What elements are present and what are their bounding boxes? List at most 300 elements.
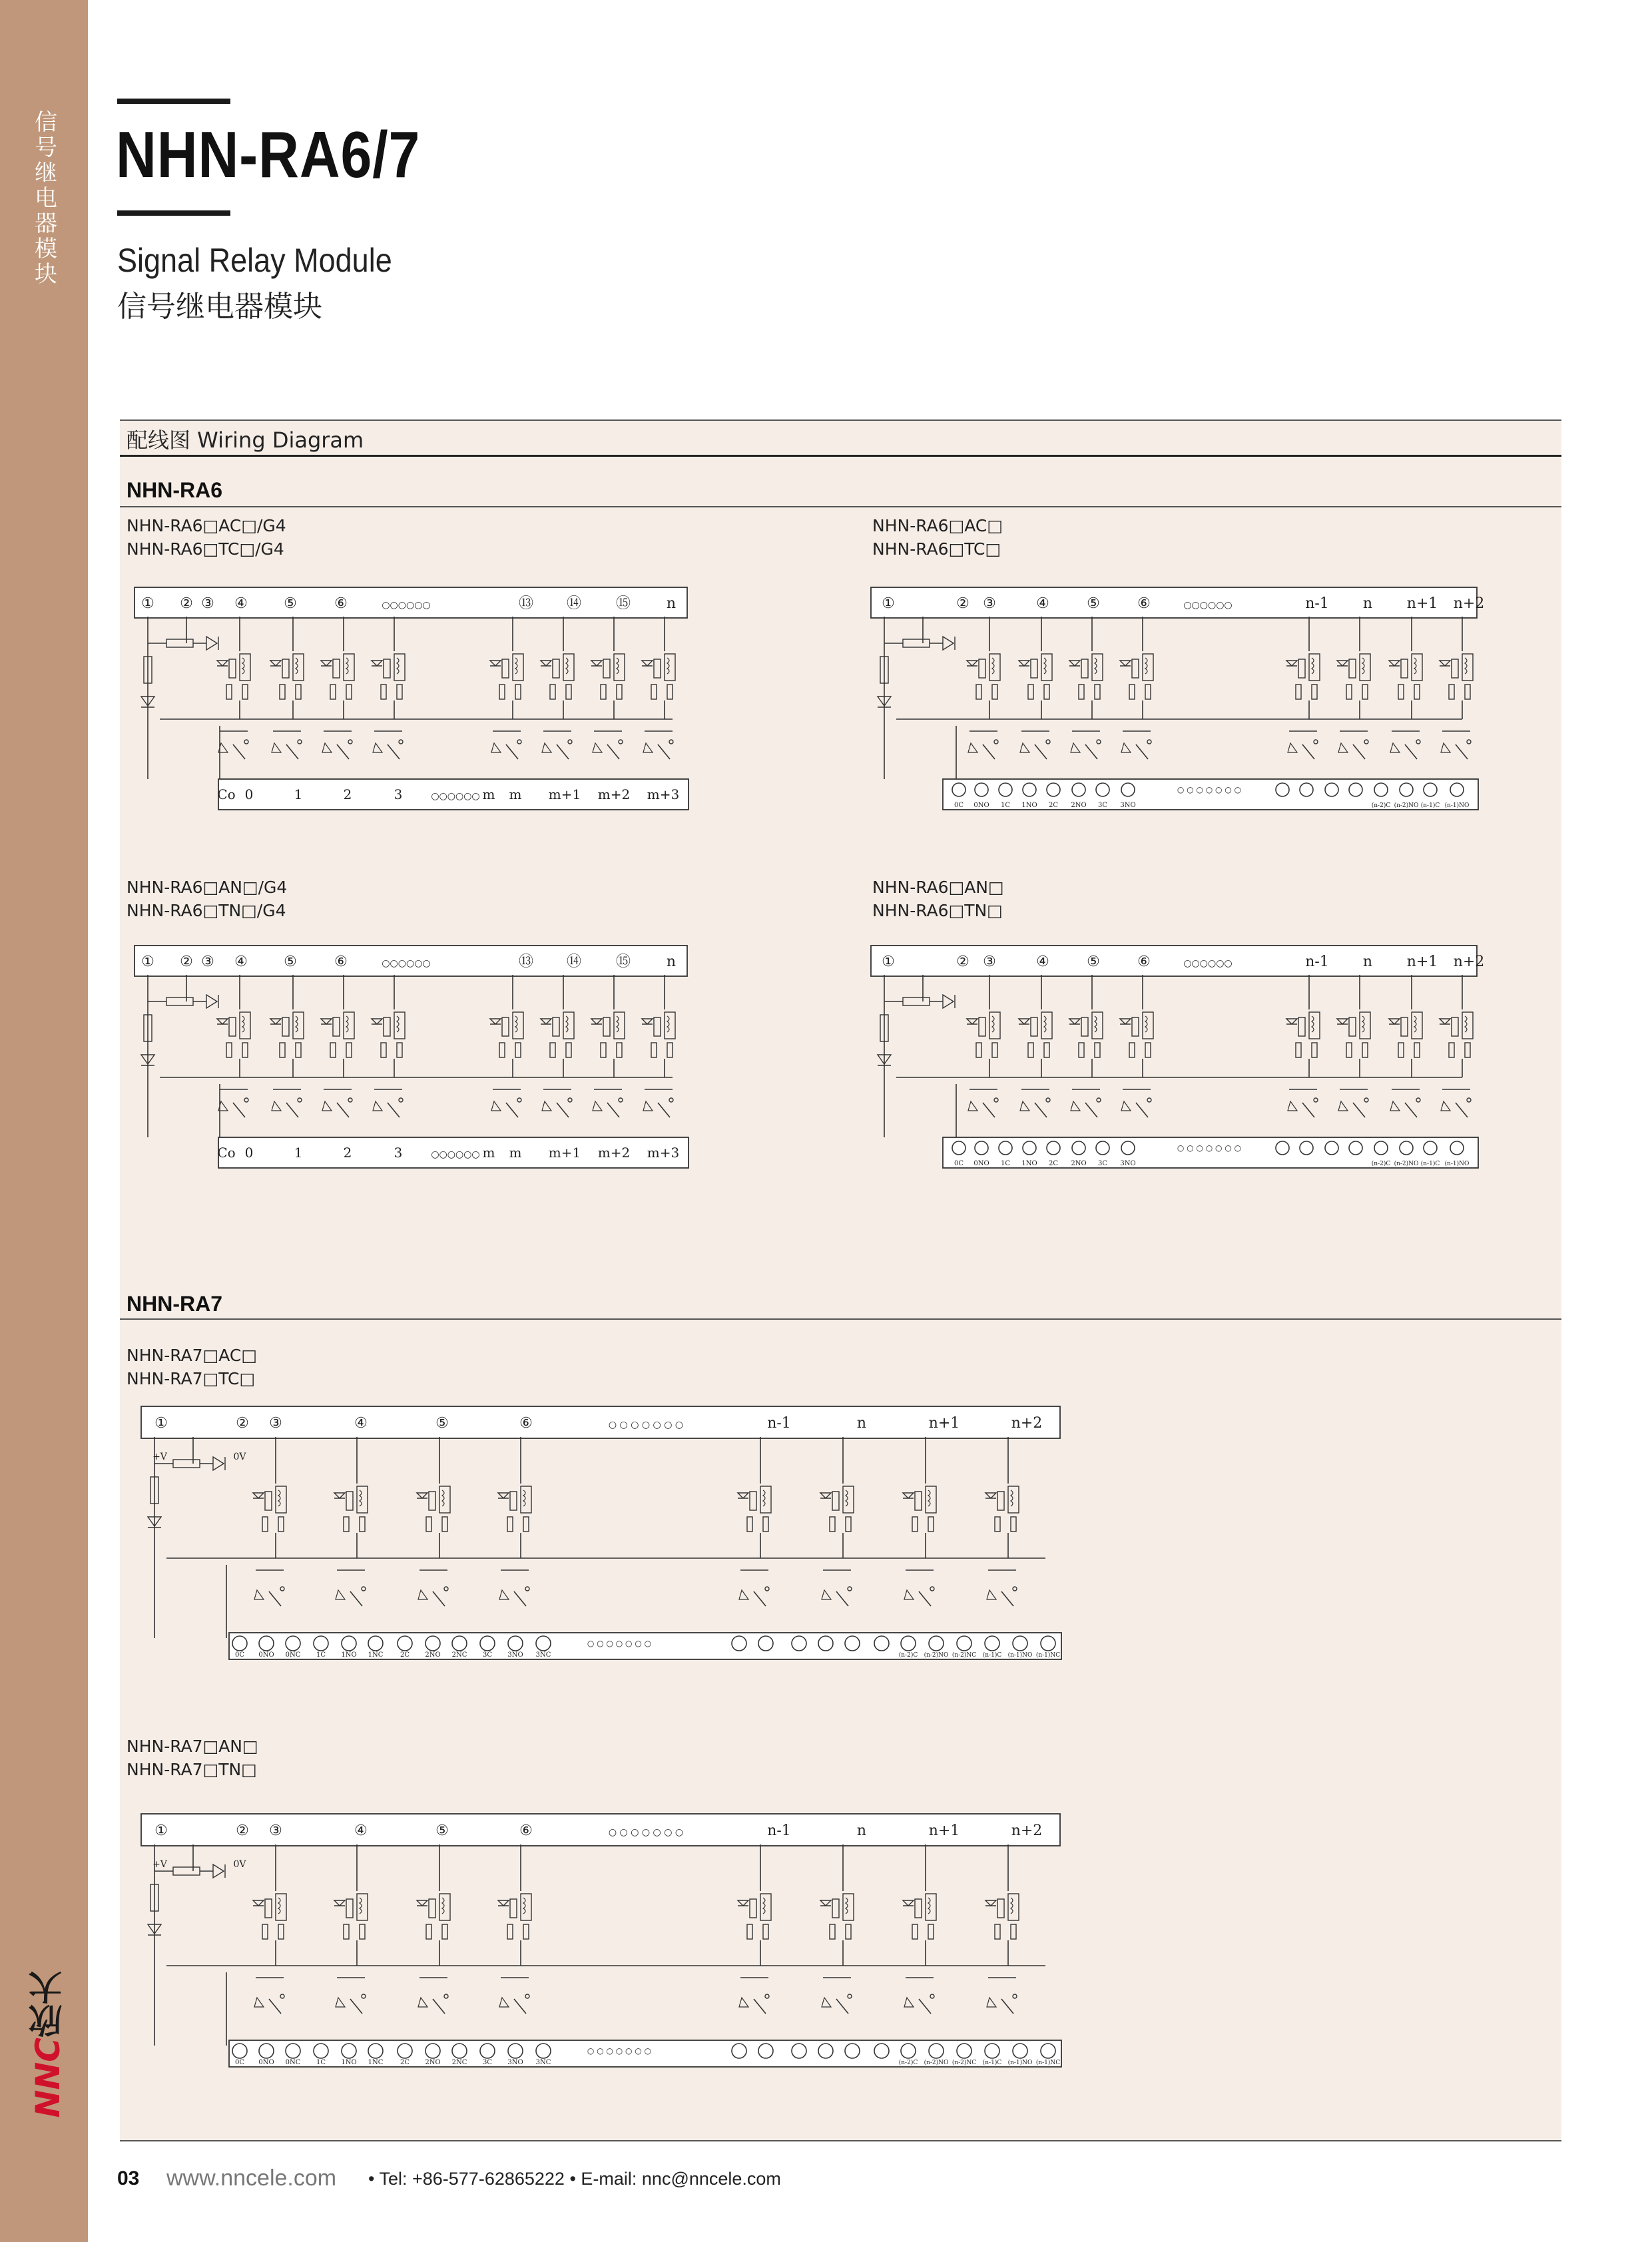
resistor-symbol bbox=[830, 1924, 835, 1939]
coil-symbol bbox=[394, 1012, 405, 1039]
resistor-symbol bbox=[1414, 1043, 1420, 1057]
terminal-screw bbox=[452, 2044, 467, 2058]
wiring-diagram-ra7-b bbox=[140, 1813, 1065, 2067]
resistor-symbol bbox=[523, 1924, 529, 1939]
group-title-ra6: NHN-RA6 bbox=[127, 478, 222, 502]
led-symbol bbox=[490, 661, 501, 666]
wire bbox=[269, 1999, 281, 2014]
terminal-screw bbox=[845, 1636, 860, 1651]
varistor-symbol bbox=[1121, 1101, 1131, 1111]
coil-symbol bbox=[439, 1486, 450, 1513]
variant-line: NHN-RA6□AC□/G4 bbox=[127, 516, 286, 535]
resistor-symbol bbox=[515, 1043, 521, 1057]
terminal-screw bbox=[929, 1636, 944, 1651]
zero-v-label: 0V bbox=[233, 1859, 246, 1870]
contact-point bbox=[444, 1994, 448, 1998]
wire bbox=[1136, 1103, 1148, 1117]
top-terminal-label: ⑥ bbox=[334, 595, 348, 612]
wire bbox=[1456, 744, 1468, 759]
bottom-terminal-label: (n-1)NC bbox=[1035, 1652, 1061, 1659]
resistor-symbol bbox=[1081, 659, 1088, 678]
varistor-symbol bbox=[822, 1590, 831, 1599]
coil-symbol bbox=[989, 1012, 1000, 1039]
contact-point bbox=[244, 740, 248, 744]
contact-point bbox=[348, 1098, 352, 1102]
variant-label-ra7-1 bbox=[127, 1344, 257, 1390]
resistor-symbol bbox=[265, 1899, 272, 1918]
coil-winding bbox=[515, 658, 517, 674]
coil-symbol bbox=[665, 654, 675, 681]
coil-symbol bbox=[1143, 1012, 1153, 1039]
resistor-symbol bbox=[280, 1043, 285, 1057]
top-terminal-label: ② bbox=[180, 595, 193, 612]
resistor-symbol bbox=[507, 1517, 513, 1532]
contact-point bbox=[568, 740, 572, 744]
led-symbol bbox=[541, 661, 551, 666]
led-symbol bbox=[270, 661, 281, 666]
variant-line: NHN-RA6□TN□/G4 bbox=[127, 901, 286, 920]
top-terminal-label: ④ bbox=[354, 1415, 368, 1432]
top-terminal-label: ③ bbox=[269, 1415, 282, 1432]
variant-label-ra6-4 bbox=[872, 876, 1004, 922]
bottom-terminal-label: (n-1)NO bbox=[1007, 1652, 1033, 1659]
coil-winding bbox=[667, 1016, 669, 1032]
contact-point bbox=[669, 740, 673, 744]
wire bbox=[506, 1103, 518, 1117]
bottom-terminal-label: 3 bbox=[394, 1145, 403, 1161]
contact-info: • Tel: +86-577-62865222 • E-mail: nnc@nncele.com bbox=[368, 2169, 781, 2189]
terminal-screw bbox=[732, 2044, 746, 2058]
variant-line: NHN-RA6□AN□ bbox=[872, 878, 1004, 897]
contact-point bbox=[765, 1587, 769, 1591]
coil-symbol bbox=[394, 654, 405, 681]
resistor-symbol bbox=[651, 1043, 657, 1057]
bottom-terminal-label: 2NC bbox=[451, 1651, 467, 1659]
resistor-symbol bbox=[553, 1017, 559, 1036]
top-terminal-label: n-1 bbox=[767, 1415, 791, 1432]
varistor-symbol bbox=[904, 1590, 914, 1599]
bottom-terminal-label: 0NC bbox=[285, 2059, 301, 2066]
bottom-terminal-label: m+1 bbox=[548, 786, 581, 802]
contact-point bbox=[517, 740, 521, 744]
resistor-symbol bbox=[1449, 1043, 1454, 1057]
bottom-terminal-label: 2NO bbox=[1071, 802, 1087, 809]
led-symbol bbox=[967, 661, 977, 666]
resistor-symbol bbox=[566, 1043, 571, 1057]
coil-winding bbox=[763, 1490, 765, 1506]
varistor-symbol bbox=[336, 1998, 345, 2007]
bottom-terminal-label: 2C bbox=[1048, 1160, 1059, 1167]
terminal-screw bbox=[1096, 1141, 1109, 1155]
led-symbol bbox=[1069, 1019, 1080, 1024]
terminal-screw bbox=[342, 1636, 356, 1651]
coil-winding bbox=[1312, 658, 1314, 674]
varistor-symbol bbox=[1390, 743, 1400, 752]
bottom-terminal-label: 2NC bbox=[451, 2059, 467, 2066]
led-symbol bbox=[967, 1019, 977, 1024]
bottom-terminal-label: 1NO bbox=[1021, 802, 1037, 809]
coil-symbol bbox=[521, 1486, 531, 1513]
resistor-symbol bbox=[1452, 1017, 1458, 1036]
coil-symbol bbox=[513, 654, 523, 681]
input-resistor bbox=[903, 639, 930, 647]
terminal-screw bbox=[1023, 783, 1036, 796]
led-symbol bbox=[738, 1493, 748, 1498]
coil-symbol bbox=[1360, 1012, 1370, 1039]
coil-winding bbox=[1362, 658, 1364, 674]
terminal-screw bbox=[874, 1636, 889, 1651]
contact-point bbox=[1467, 740, 1471, 744]
wire bbox=[514, 1999, 526, 2014]
resistor-symbol bbox=[229, 1017, 236, 1036]
varistor-symbol bbox=[542, 743, 551, 752]
terminal-screw bbox=[314, 1636, 328, 1651]
resistor-symbol bbox=[915, 1899, 922, 1918]
wire bbox=[514, 1591, 526, 1606]
led-symbol bbox=[541, 1019, 551, 1024]
bottom-terminal-dots: ○ ○ ○ ○ ○ ○ ○ bbox=[587, 2046, 652, 2056]
coil-winding bbox=[1414, 658, 1416, 674]
coil-winding bbox=[397, 1016, 399, 1032]
resistor-symbol bbox=[603, 659, 610, 678]
top-terminal-label: ⑥ bbox=[519, 1415, 533, 1432]
led-symbol bbox=[253, 1493, 264, 1498]
top-terminal-label: ⑤ bbox=[1087, 954, 1100, 970]
group-title-ra7: NHN-RA7 bbox=[127, 1292, 222, 1316]
resistor-symbol bbox=[1095, 685, 1100, 699]
top-terminal-label: n+2 bbox=[1011, 1415, 1043, 1432]
resistor-symbol bbox=[1044, 685, 1049, 699]
contact-point bbox=[994, 740, 998, 744]
top-terminal-label: ③ bbox=[201, 595, 214, 612]
bottom-terminal-label: 2C bbox=[1048, 802, 1059, 809]
coil-symbol bbox=[760, 1486, 771, 1513]
top-terminal-label: ② bbox=[956, 954, 969, 970]
led-symbol bbox=[253, 1900, 264, 1906]
coil-symbol bbox=[614, 654, 625, 681]
terminal-screw bbox=[952, 783, 965, 796]
resistor-symbol bbox=[1346, 1043, 1352, 1057]
coil-winding bbox=[296, 1016, 298, 1032]
resistor-symbol bbox=[1132, 1017, 1139, 1036]
bottom-terminal-label: (n-1)NC bbox=[1035, 2060, 1061, 2066]
top-terminal-label: ③ bbox=[983, 954, 996, 970]
bottom-terminal-label: (n-2)C bbox=[898, 2060, 918, 2066]
title-rule-top bbox=[117, 99, 230, 104]
bottom-terminal-label: 3NC bbox=[535, 1651, 551, 1659]
contact-point bbox=[1046, 740, 1050, 744]
resistor-symbol bbox=[426, 1924, 431, 1939]
variant-line: NHN-RA6□TC□/G4 bbox=[127, 539, 284, 559]
contact-point bbox=[525, 1587, 529, 1591]
resistor-symbol bbox=[397, 1043, 402, 1057]
resistor-symbol bbox=[1129, 685, 1135, 699]
top-terminal-label: n+1 bbox=[928, 1415, 960, 1432]
resistor-symbol bbox=[750, 1899, 756, 1918]
bottom-terminal-label: 2C bbox=[400, 2059, 410, 2066]
resistor-symbol bbox=[1465, 685, 1470, 699]
contact-point bbox=[348, 740, 352, 744]
resistor-symbol bbox=[360, 1924, 365, 1939]
resistor-symbol bbox=[617, 1043, 622, 1057]
contact-point bbox=[848, 1994, 852, 1998]
bottom-terminal-label: (n-1)C bbox=[982, 1652, 1002, 1659]
terminal-screw bbox=[792, 1636, 806, 1651]
led-symbol bbox=[1286, 1019, 1297, 1024]
resistor-symbol bbox=[333, 659, 340, 678]
wire bbox=[388, 1103, 400, 1117]
resistor-symbol bbox=[603, 1017, 610, 1036]
resistor-symbol bbox=[262, 1924, 268, 1939]
terminal-screw bbox=[1023, 1141, 1036, 1155]
resistor-symbol bbox=[523, 1517, 529, 1532]
resistor-symbol bbox=[1145, 685, 1151, 699]
wire bbox=[919, 1591, 931, 1606]
terminal-screw bbox=[1374, 783, 1388, 796]
input-led bbox=[206, 637, 218, 650]
wiring-diagram-ra7-a bbox=[140, 1405, 1065, 1659]
terminal-screw bbox=[452, 1636, 467, 1651]
bottom-terminal-label: 0NO bbox=[258, 2059, 274, 2066]
top-terminal-label: ⑤ bbox=[435, 1415, 449, 1432]
website-link[interactable]: www.nncele.com bbox=[166, 2165, 337, 2191]
resistor-symbol bbox=[601, 1043, 606, 1057]
top-terminal-label: n+2 bbox=[1011, 1822, 1043, 1839]
varistor-symbol bbox=[1121, 743, 1131, 752]
wire bbox=[1035, 1103, 1047, 1117]
coil-symbol bbox=[1412, 1012, 1422, 1039]
resistor-symbol bbox=[763, 1924, 768, 1939]
led-symbol bbox=[321, 661, 332, 666]
resistor-symbol bbox=[262, 1517, 268, 1532]
coil-symbol bbox=[843, 1894, 854, 1920]
coil-winding bbox=[515, 1016, 517, 1032]
top-terminal-label: ⑮ bbox=[615, 595, 631, 612]
terminal-screw bbox=[1047, 1141, 1060, 1155]
resistor-symbol bbox=[846, 1517, 851, 1532]
resistor-symbol bbox=[280, 685, 285, 699]
varistor-symbol bbox=[1441, 743, 1450, 752]
coil-winding bbox=[242, 658, 244, 674]
led-symbol bbox=[642, 1019, 653, 1024]
bottom-terminal-label: 0C bbox=[234, 2059, 245, 2066]
terminal-screw bbox=[1424, 1141, 1437, 1155]
led-symbol bbox=[985, 1900, 996, 1906]
resistor-symbol bbox=[381, 1043, 386, 1057]
wire bbox=[919, 1999, 931, 2014]
resistor-symbol bbox=[499, 1043, 505, 1057]
contact-point bbox=[517, 1098, 521, 1102]
contact-point bbox=[280, 1587, 284, 1591]
bottom-terminal-label: 0NO bbox=[973, 802, 989, 809]
terminal-screw bbox=[1041, 1636, 1055, 1651]
led-symbol bbox=[591, 1019, 602, 1024]
bottom-terminal-label: Co bbox=[217, 786, 236, 802]
wire bbox=[1456, 1103, 1468, 1117]
coil-winding bbox=[1095, 658, 1097, 674]
resistor-symbol bbox=[979, 1017, 985, 1036]
bottom-terminal-label: 1NO bbox=[341, 2059, 357, 2066]
terminal-screw bbox=[1276, 783, 1289, 796]
top-terminal-label: n bbox=[856, 1415, 867, 1432]
led-symbol bbox=[903, 1900, 914, 1906]
led-symbol bbox=[820, 1900, 831, 1906]
resistor-symbol bbox=[1044, 1043, 1049, 1057]
terminal-screw bbox=[957, 2044, 971, 2058]
coil-symbol bbox=[240, 654, 250, 681]
coil-symbol bbox=[1360, 654, 1370, 681]
resistor-symbol bbox=[617, 685, 622, 699]
resistor-symbol bbox=[1132, 659, 1139, 678]
resistor-symbol bbox=[747, 1517, 752, 1532]
coil-symbol bbox=[1008, 1894, 1019, 1920]
resistor-symbol bbox=[747, 1924, 752, 1939]
resistor-symbol bbox=[381, 685, 386, 699]
coil-symbol bbox=[1041, 1012, 1052, 1039]
variant-line: NHN-RA7□TC□ bbox=[127, 1369, 256, 1388]
coil-winding bbox=[992, 1016, 994, 1032]
input-resistor bbox=[903, 997, 930, 1005]
varistor-symbol bbox=[1288, 1101, 1297, 1111]
wire bbox=[607, 744, 619, 759]
bottom-terminal-label: 1C bbox=[1000, 1160, 1011, 1167]
coil-symbol bbox=[989, 654, 1000, 681]
top-terminal-label: ④ bbox=[1036, 954, 1049, 970]
ra7-rule bbox=[120, 1318, 1561, 1320]
wire bbox=[754, 1591, 766, 1606]
top-terminal-label: ① bbox=[141, 595, 154, 612]
led-symbol bbox=[1120, 661, 1131, 666]
resistor-symbol bbox=[992, 685, 997, 699]
terminal-screw bbox=[999, 1141, 1012, 1155]
varistor-symbol bbox=[491, 743, 501, 752]
resistor-symbol bbox=[397, 685, 402, 699]
led-symbol bbox=[217, 1019, 228, 1024]
resistor-symbol bbox=[265, 1492, 272, 1510]
page-number: 03 bbox=[117, 2167, 140, 2189]
terminal-screw bbox=[232, 1636, 247, 1651]
terminal-screw bbox=[398, 2044, 412, 2058]
bottom-terminal-label: (n-1)C bbox=[1420, 1161, 1440, 1167]
terminal-screw bbox=[845, 2044, 860, 2058]
terminal-screw bbox=[1400, 1141, 1413, 1155]
top-terminal-label: n+2 bbox=[1453, 595, 1485, 612]
resistor-symbol bbox=[976, 1043, 981, 1057]
resistor-symbol bbox=[333, 1017, 340, 1036]
wire bbox=[1302, 744, 1314, 759]
varistor-symbol bbox=[254, 1590, 264, 1599]
variant-line: NHN-RA7□AC□ bbox=[127, 1346, 257, 1365]
wire bbox=[557, 1103, 569, 1117]
coil-symbol bbox=[293, 1012, 304, 1039]
resistor-symbol bbox=[1349, 1017, 1356, 1036]
sidebar bbox=[0, 0, 88, 2242]
bottom-terminal-label: 0NO bbox=[258, 1651, 274, 1659]
resistor-symbol bbox=[442, 1517, 447, 1532]
led-symbol bbox=[1337, 661, 1348, 666]
resistor-symbol bbox=[226, 1043, 232, 1057]
led-symbol bbox=[642, 661, 653, 666]
coil-symbol bbox=[293, 654, 304, 681]
resistor-symbol bbox=[832, 1899, 839, 1918]
coil-winding bbox=[846, 1490, 848, 1506]
terminal-screw bbox=[508, 1636, 523, 1651]
terminal-screw bbox=[758, 2044, 773, 2058]
led-symbol bbox=[270, 1019, 281, 1024]
coil-winding bbox=[763, 1898, 765, 1914]
panel-rule-top bbox=[120, 420, 1561, 421]
terminal-screw bbox=[259, 2044, 274, 2058]
wire bbox=[658, 1103, 670, 1117]
varistor-symbol bbox=[491, 1101, 501, 1111]
resistor-symbol bbox=[1028, 1043, 1033, 1057]
bottom-terminal-label: 3NO bbox=[507, 1651, 523, 1659]
resistor-symbol bbox=[1452, 659, 1458, 678]
top-terminal-label: n-1 bbox=[767, 1822, 791, 1839]
resistor-symbol bbox=[429, 1899, 435, 1918]
logo-cn-text: 欣大 bbox=[29, 1971, 67, 2038]
contact-point bbox=[298, 1098, 302, 1102]
coil-symbol bbox=[344, 1012, 354, 1039]
wire bbox=[350, 1591, 362, 1606]
bottom-terminal-label: (n-2)NO bbox=[924, 1652, 949, 1659]
resistor-symbol bbox=[1362, 1043, 1368, 1057]
terminal-screw bbox=[232, 2044, 247, 2058]
coil-symbol bbox=[563, 1012, 574, 1039]
resistor-symbol bbox=[566, 685, 571, 699]
input-led bbox=[943, 995, 955, 1008]
top-terminal-label: ⑥ bbox=[1137, 595, 1151, 612]
brand-logo bbox=[24, 1971, 72, 2117]
led-symbol bbox=[372, 661, 382, 666]
top-terminal-label: ① bbox=[154, 1822, 168, 1839]
bottom-terminal-label: 1NC bbox=[368, 1651, 384, 1659]
resistor-symbol bbox=[502, 1017, 509, 1036]
bottom-terminal-label: (n-1)C bbox=[982, 2060, 1002, 2066]
resistor-symbol bbox=[330, 1043, 336, 1057]
wire bbox=[1353, 744, 1365, 759]
varistor-symbol bbox=[373, 743, 382, 752]
terminal-screw bbox=[1374, 1141, 1388, 1155]
terminal-screw bbox=[957, 1636, 971, 1651]
resistor-symbol bbox=[928, 1517, 934, 1532]
bottom-terminal-label: m bbox=[482, 786, 495, 802]
top-terminal-label: ⑮ bbox=[615, 954, 631, 970]
terminal-screw bbox=[368, 1636, 383, 1651]
varistor-symbol bbox=[739, 1590, 748, 1599]
resistor-symbol bbox=[912, 1517, 918, 1532]
coil-symbol bbox=[344, 654, 354, 681]
varistor-symbol bbox=[418, 1998, 427, 2007]
wire bbox=[286, 744, 298, 759]
resistor-symbol bbox=[426, 1517, 431, 1532]
top-terminal-label: ⑤ bbox=[284, 595, 297, 612]
resistor-symbol bbox=[1079, 685, 1084, 699]
input-led bbox=[206, 995, 218, 1008]
contact-point bbox=[1013, 1994, 1017, 1998]
varistor-symbol bbox=[1071, 743, 1080, 752]
varistor-symbol bbox=[1338, 1101, 1348, 1111]
contact-point bbox=[930, 1994, 934, 1998]
terminal-screw bbox=[999, 783, 1012, 796]
coil-symbol bbox=[1041, 654, 1052, 681]
coil-winding bbox=[1011, 1490, 1013, 1506]
terminal-screw bbox=[1013, 2044, 1027, 2058]
top-terminal-label: ① bbox=[154, 1415, 168, 1432]
bottom-terminal-label: 2 bbox=[343, 1145, 352, 1161]
bottom-terminal-label: m+2 bbox=[597, 786, 631, 802]
terminal-screw bbox=[818, 2044, 833, 2058]
